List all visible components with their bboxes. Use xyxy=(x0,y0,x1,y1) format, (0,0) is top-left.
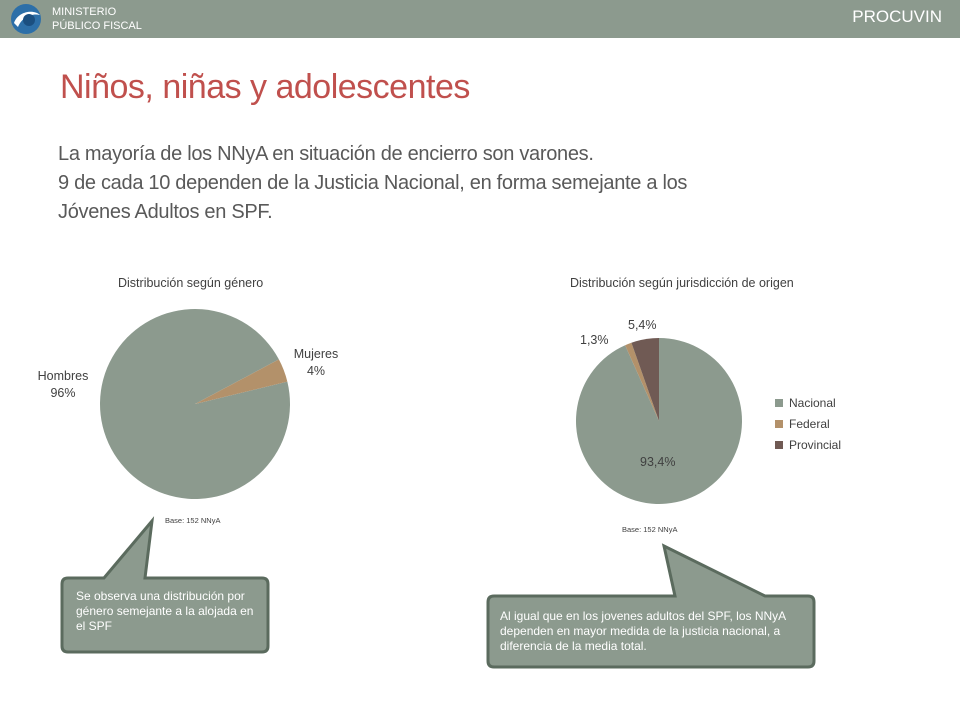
pie-label-hombres-name: Hombres xyxy=(37,369,89,383)
pie-label-mujeres-name: Mujeres xyxy=(293,347,339,361)
callout-left-text: Se observa una distribución por género semejante a la alojada en el SPF xyxy=(76,589,254,633)
pie-label-mujeres-pct: 4% xyxy=(306,364,326,378)
subtitle-line-1: La mayoría de los NNyA en situación de encierro son varones. xyxy=(58,143,594,165)
pie-label-hombres-pct: 96% xyxy=(50,386,76,400)
pie-label-federal: 1,3% xyxy=(580,333,609,347)
subtitle-line-2: 9 de cada 10 dependen de la Justicia Nacional, en forma semejante a los xyxy=(58,172,688,194)
page-title: Niños, niñas y adolescentes xyxy=(60,68,470,106)
brand-label: PROCUVIN xyxy=(852,7,942,26)
subtitle-line-3: Jóvenes Adultos en SPF. xyxy=(58,201,273,223)
org-line-2: PÚBLICO FISCAL xyxy=(52,20,142,32)
org-line-1: MINISTERIO xyxy=(52,6,117,18)
jurisdiction-base-note: Base: 152 NNyA xyxy=(622,525,678,534)
legend-label-federal: Federal xyxy=(789,416,830,431)
legend-label-nacional: Nacional xyxy=(789,395,836,410)
pie-label-nacional: 93,4% xyxy=(640,455,676,469)
pie-label-provincial: 5,4% xyxy=(628,318,657,332)
jurisdiction-chart-title: Distribución según jurisdicción de origen xyxy=(570,276,794,290)
legend-label-provincial: Provincial xyxy=(789,437,842,452)
gender-chart-title: Distribución según género xyxy=(118,276,264,290)
callout-right-text: Al igual que en los jovenes adultos del SPF, los NNyA dependen en mayor medida de la justicia nacional, a diferencia de la media total. xyxy=(500,609,786,653)
gender-base-note: Base: 152 NNyA xyxy=(165,516,221,525)
